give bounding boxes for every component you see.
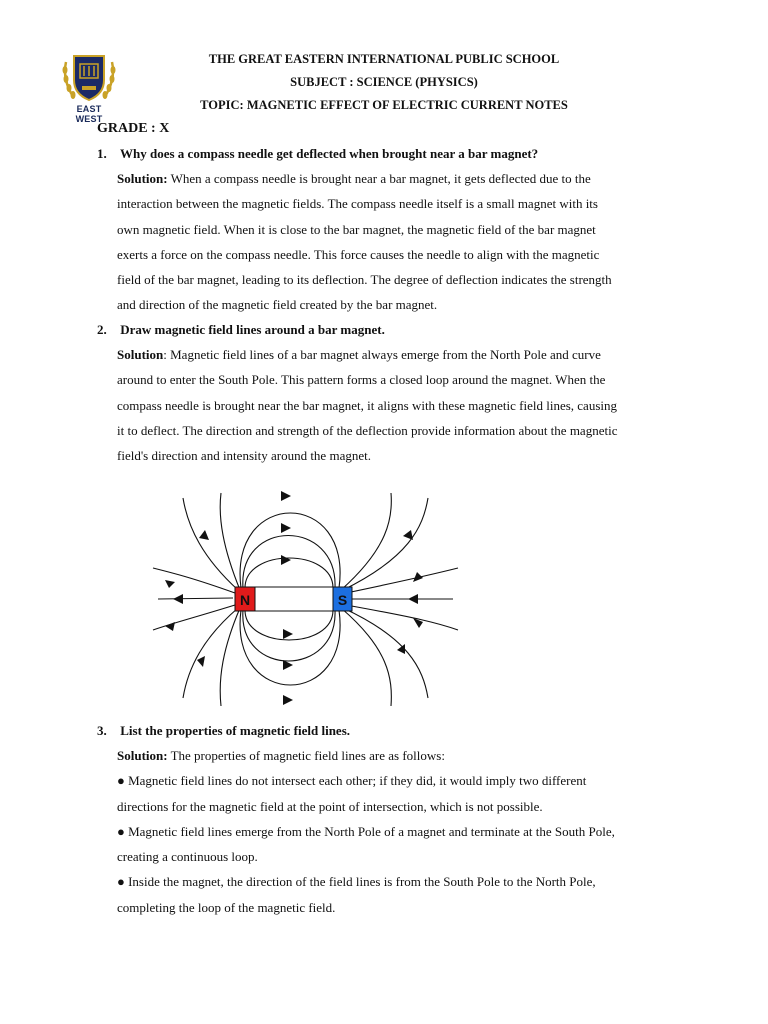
bullet-line: ● Magnetic field lines do not intersect each other; if they did, it would imply two different [117, 773, 587, 789]
question-2 [97, 322, 385, 338]
solution-line: Solution: When a compass needle is brought near a bar magnet, it gets deflected due to the [117, 171, 591, 186]
school-name: THE GREAT EASTERN INTERNATIONAL PUBLIC SCHOOL [208, 52, 560, 66]
north-label: N [239, 592, 251, 608]
solution-line: completing the loop of the magnetic field. [117, 899, 336, 915]
logo-text: EAST WEST [75, 104, 103, 124]
question-1 [97, 146, 538, 162]
question-text: Why does a compass needle get deflected when brought near a bar magnet? [120, 146, 539, 161]
solution-3 [117, 743, 677, 920]
question-number: 2. [97, 322, 107, 337]
solution-line: own magnetic field. When it is close to the bar magnet, the magnetic field of the bar magnet [117, 221, 596, 237]
solution-line: and direction of the magnetic field created by the bar magnet. [117, 297, 438, 313]
solution-line: directions for the magnetic field at the point of intersection, which is not possible. [117, 798, 543, 814]
grade-label: GRADE : X [97, 121, 170, 136]
question-3 [97, 723, 350, 739]
magnetic-field-diagram [143, 478, 468, 713]
question-text: List the properties of magnetic field lines. [120, 723, 351, 738]
solution-label: Solution: [117, 748, 168, 763]
solution-label: Solution: [117, 171, 168, 186]
bullet-line: ● Magnetic field lines emerge from the North Pole of a magnet and terminate at the South Pole, [117, 823, 615, 839]
solution-line: Solution: Magnetic field lines of a bar magnet always emerge from the North Pole and curve [117, 347, 601, 362]
solution-line: around to enter the South Pole. This pattern forms a closed loop around the magnet. When the [117, 372, 606, 388]
south-label: S [337, 592, 348, 608]
field-lines-svg [143, 478, 468, 713]
question-text: Draw magnetic field lines around a bar magnet. [120, 322, 385, 337]
solution-1 [117, 166, 677, 318]
solution-line: exerts a force on the compass needle. This force causes the needle to align with the magnetic [117, 246, 600, 262]
solution-line: field of the bar magnet, leading to its deflection. The degree of deflection indicates the strength [117, 272, 612, 288]
solution-label: Solution [117, 347, 164, 362]
question-number: 3. [97, 723, 107, 738]
solution-line: Solution: The properties of magnetic field lines are as follows: [117, 748, 445, 763]
solution-line: interaction between the magnetic fields. The compass needle itself is a small magnet with its [117, 196, 598, 212]
solution-line: creating a continuous loop. [117, 849, 258, 865]
solution-line: it to deflect. The direction and strength of the deflection provide information about the magnetic [117, 422, 618, 438]
topic-title: TOPIC: MAGNETIC EFFECT OF ELECTRIC CURRENT NOTES [200, 98, 568, 112]
solution-2 [117, 342, 677, 468]
solution-line: field's direction and intensity around the magnet. [117, 448, 371, 464]
solution-line: compass needle is brought near the bar magnet, it aligns with these magnetic field lines, causing [117, 397, 617, 413]
bullet-line: ● Inside the magnet, the direction of the field lines is from the South Pole to the North Pole, [117, 874, 596, 890]
subject-title: SUBJECT : SCIENCE (PHYSICS) [290, 75, 478, 89]
question-number: 1. [97, 146, 107, 161]
